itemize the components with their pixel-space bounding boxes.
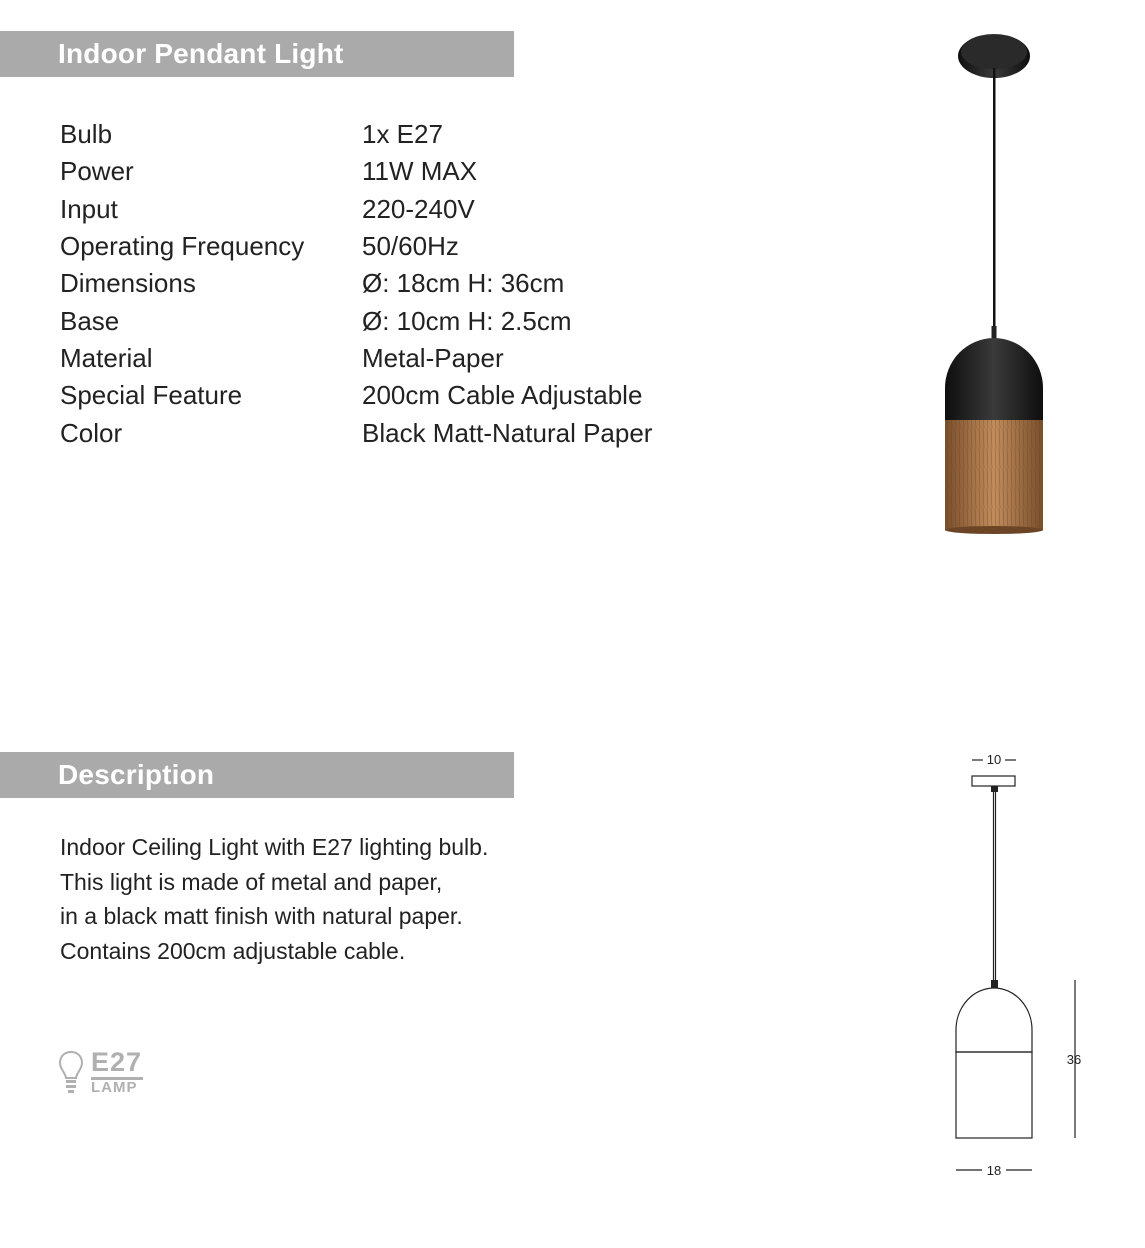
spec-label: Material: [60, 342, 153, 373]
spec-value: Ø: 18cm H: 36cm: [362, 268, 565, 299]
drawing-cable-grip-bottom: [991, 980, 998, 988]
badge-sub-text: LAMP: [91, 1079, 138, 1096]
spec-value: 220-240V: [362, 193, 475, 224]
spec-label: Special Feature: [60, 380, 243, 411]
spec-value: 1x E27: [362, 119, 443, 150]
drawing-shade: [956, 1052, 1032, 1138]
description-line: Indoor Ceiling Light with E27 lighting bulb.: [60, 834, 489, 860]
spec-row: [60, 265, 652, 302]
badge-main-text: E27: [91, 1047, 143, 1077]
spec-value: 11W MAX: [362, 156, 478, 187]
drawing-cable-grip-top: [991, 786, 998, 792]
spec-label: Power: [60, 156, 134, 187]
spec-row: [60, 377, 652, 414]
spec-value: Black Matt-Natural Paper: [362, 417, 653, 448]
spec-row: [60, 302, 652, 339]
spec-value: 50/60Hz: [362, 231, 459, 262]
spec-row: [60, 116, 652, 153]
metal-dome: [945, 338, 1043, 420]
spec-value: 200cm Cable Adjustable: [362, 380, 643, 411]
spec-table: [60, 116, 652, 452]
description-line: Contains 200cm adjustable cable.: [60, 937, 406, 964]
spec-row: [60, 414, 652, 451]
spec-row: [60, 340, 652, 377]
description-line: This light is made of metal and paper,: [60, 868, 443, 895]
spec-row: [60, 153, 652, 190]
technical-drawing: [940, 748, 1090, 1188]
spec-label: Operating Frequency: [60, 231, 305, 262]
section-header-specs: Indoor Pendant Light: [0, 31, 514, 77]
spec-label: Dimensions: [60, 268, 196, 299]
drawing-dome: [956, 988, 1032, 1052]
spec-row: [60, 191, 652, 228]
light-bulb-icon: [58, 1050, 84, 1094]
product-photo: [930, 28, 1060, 538]
description-text: [60, 830, 488, 968]
drawing-canopy: [972, 776, 1015, 786]
dim-label-base: 10: [986, 752, 1002, 767]
spec-label: Input: [60, 193, 118, 224]
spec-label: Color: [60, 417, 123, 448]
cable: [993, 68, 996, 338]
e27-lamp-badge: [58, 1048, 148, 1098]
spec-label: Base: [60, 305, 120, 336]
spec-row: [60, 228, 652, 265]
dim-label-width: 18: [986, 1163, 1002, 1178]
dim-label-height: 36: [1066, 1052, 1082, 1067]
section-header-description: Description: [0, 752, 514, 798]
description-line: in a black matt finish with natural paper.: [60, 903, 463, 929]
cable-grip: [992, 326, 997, 340]
spec-value: Metal-Paper: [362, 342, 504, 373]
spec-label: Bulb: [60, 119, 113, 150]
spec-value: Ø: 10cm H: 2.5cm: [362, 305, 572, 336]
paper-shade: [945, 420, 1043, 534]
